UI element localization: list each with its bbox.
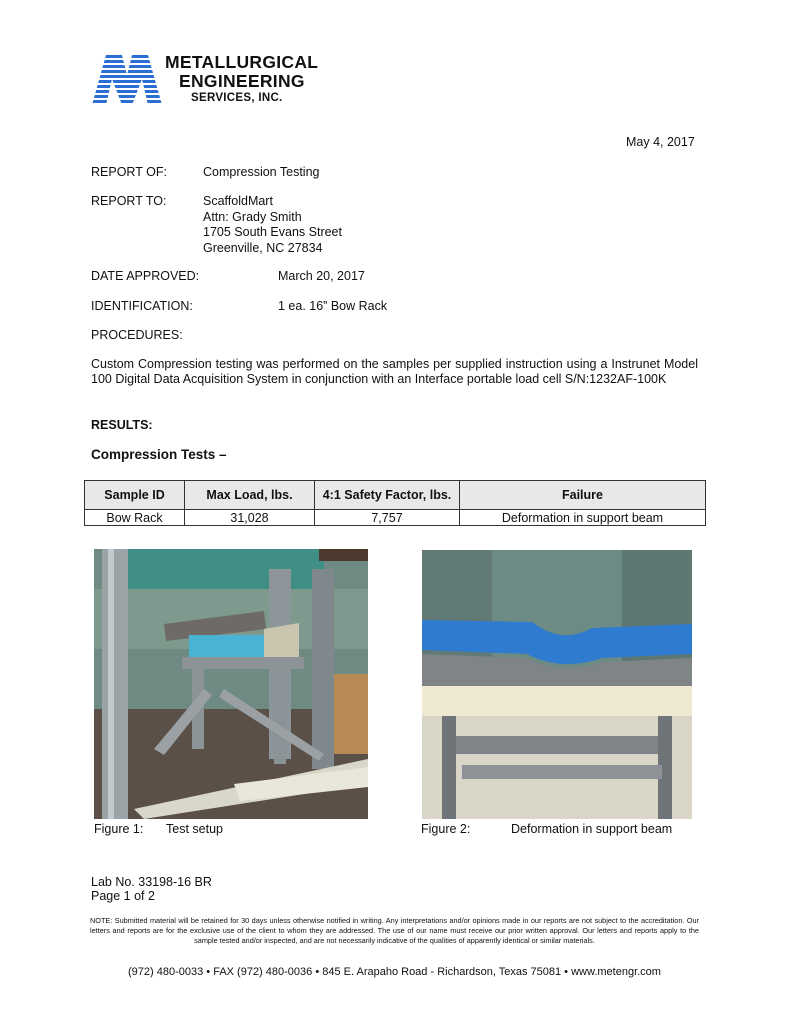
table-row (85, 510, 706, 526)
figure-2-photo (422, 550, 692, 819)
page-number: Page 1 of 2 (91, 889, 155, 903)
report-date: May 4, 2017 (626, 135, 695, 149)
company-name-line2: ENGINEERING (179, 71, 305, 91)
contact-footer: (972) 480-0033 • FAX (972) 480-0036 • 845 E. Arapaho Road - Richardson, Texas 75081 • www.metengr.com (128, 966, 661, 978)
lab-number: Lab No. 33198-16 BR (91, 875, 212, 889)
figure-2-caption: Deformation in support beam (511, 822, 673, 836)
table-header-cell: Failure (460, 481, 706, 510)
results-table (84, 480, 706, 526)
date-approved-label: DATE APPROVED: (91, 269, 200, 283)
company-logo-mark (92, 55, 162, 105)
figure-1-caption: Test setup (166, 822, 223, 836)
address-line: ScaffoldMart (203, 194, 273, 208)
report-to-label: REPORT TO: (91, 194, 167, 208)
table-header-cell: Sample ID (85, 481, 185, 510)
company-name (165, 53, 318, 105)
identification-label: IDENTIFICATION: (91, 299, 193, 313)
address-line: Attn: Grady Smith (203, 209, 302, 224)
procedures-text: Custom Compression testing was performed on the samples per supplied instruction using a Instrunet Model 100 Digital Data Acquisition System in conjunction with an Interface portable load cell S/N:1232AF-100K (91, 357, 698, 386)
company-name-line3: SERVICES, INC. (191, 92, 283, 104)
address-line: 1705 South Evans Street (203, 225, 342, 239)
compression-tests-heading: Compression Tests – (91, 447, 227, 462)
results-heading: RESULTS: (91, 418, 153, 432)
company-name-line1: METALLURGICAL (165, 52, 319, 72)
table-cell: Bow Rack (85, 510, 185, 526)
table-header-row (85, 481, 706, 510)
figure-1-number: Figure 1: (94, 822, 144, 836)
table-cell: 31,028 (185, 510, 315, 526)
figure-1-photo (94, 549, 368, 819)
report-of-label: REPORT OF: (91, 165, 167, 179)
figure-2-number: Figure 2: (421, 822, 471, 836)
identification-value: 1 ea. 16” Bow Rack (278, 299, 388, 313)
table-header-cell: Max Load, lbs. (185, 481, 315, 510)
table-header-cell: 4:1 Safety Factor, lbs. (315, 481, 460, 510)
report-of-value: Compression Testing (203, 165, 320, 179)
report-to-address (203, 194, 342, 256)
table-cell: 7,757 (315, 510, 460, 526)
date-approved-value: March 20, 2017 (278, 269, 365, 283)
table-cell: Deformation in support beam (460, 510, 706, 526)
disclaimer-note: NOTE: Submitted material will be retained for 30 days unless otherwise notified in writing. Any interpretations and/or opinions made in our reports are not subject to the accreditation. Our letters and reports are for the exclusive use of the client to whom they are addressed. The use of our name must receive our prior written approval. Our letters and reports apply to the sample tested and/or inspected, and are not necessarily indicative of the qualities of apparently identical or similar materials. (90, 916, 699, 945)
procedures-label: PROCEDURES: (91, 328, 183, 342)
address-line: Greenville, NC 27834 (203, 240, 323, 255)
